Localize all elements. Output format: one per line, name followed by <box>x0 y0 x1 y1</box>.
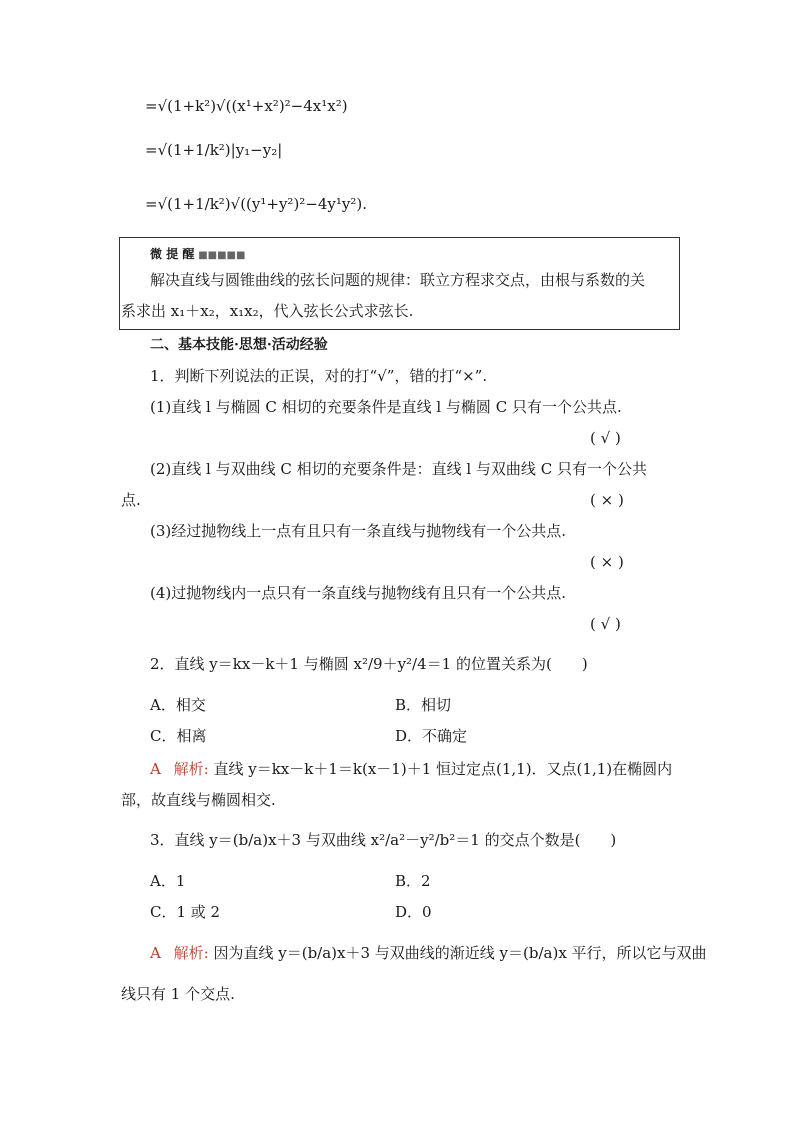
q2-option-d: D．不确定 <box>395 727 468 745</box>
math-line-3 <box>145 194 367 214</box>
q3-analysis-text-1: 因为直线 y＝(b/a)x＋3 与双曲线的渐近线 y＝(b/a)x 平行，所以它与双曲 <box>213 944 707 962</box>
q3-option-c: C．1 或 2 <box>150 903 221 921</box>
tip-title-text: 微 提 醒 <box>150 247 195 261</box>
math-line-3-text: =√(1+1/k²)√((y¹+y²)²−4y¹y²). <box>145 195 368 213</box>
tip-text-1: 解决直线与圆锥曲线的弦长问题的规律：联立方程求交点，由根与系数的关 <box>150 271 646 289</box>
q3-analysis-1 <box>150 943 707 963</box>
q1-item-4: (4)过抛物线内一点只有一条直线与抛物线有且只有一个公共点. <box>150 584 567 602</box>
q2-option-a: A．相交 <box>150 696 206 714</box>
tip-title <box>150 244 245 266</box>
tip-marks: ■■■■■ <box>198 250 246 261</box>
q3-option-d: D．0 <box>395 903 432 921</box>
q1-item-2: (2)直线 l 与双曲线 C 相切的充要条件是：直线 l 与双曲线 C 只有一个公共 <box>150 460 647 478</box>
q2-analysis-text-1: 直线 y＝kx－k＋1＝k(x－1)＋1 恒过定点(1,1)．又点(1,1)在椭圆内 <box>213 760 673 778</box>
math-line-2-text: =√(1+1/k²)|y₁−y₂| <box>145 141 283 159</box>
math-line-2 <box>145 140 282 160</box>
math-line-1-text: =√(1+k²)√((x¹+x²)²−4x¹x²) <box>145 97 348 115</box>
q2-analysis-2: 部，故直线与椭圆相交. <box>121 791 276 809</box>
q3-stem: 3．直线 y＝(b/a)x＋3 与双曲线 x²/a²－y²/b²＝1 的交点个数是( ) <box>150 831 617 849</box>
q2-analysis-label: 解析: <box>173 760 209 778</box>
q3-option-a: A．1 <box>150 872 186 890</box>
q3-option-b: B．2 <box>395 872 431 890</box>
q2-analysis-1 <box>150 759 672 779</box>
q2-answer: A <box>150 760 161 778</box>
q3-analysis-label: 解析: <box>173 944 209 962</box>
q1-item-2-mark: ( × ) <box>590 491 624 509</box>
q2-option-c: C．相离 <box>150 727 207 745</box>
q1-item-3: (3)经过抛物线上一点有且只有一条直线与抛物线有一个公共点. <box>150 522 567 540</box>
tip-text-2: 系求出 x₁＋x₂，x₁x₂，代入弦长公式求弦长. <box>121 302 414 320</box>
q1-item-2-cont: 点. <box>121 491 141 509</box>
math-line-1 <box>145 96 348 116</box>
q2-stem: 2．直线 y＝kx－k＋1 与椭圆 x²/9＋y²/4＝1 的位置关系为( ) <box>150 655 588 673</box>
q1-item-1-mark: ( √ ) <box>590 429 621 447</box>
section-heading: 二、基本技能·思想·活动经验 <box>150 337 328 353</box>
q1-item-3-mark: ( × ) <box>590 553 624 571</box>
q2-option-b: B．相切 <box>395 696 452 714</box>
q1-stem: 1．判断下列说法的正误，对的打“√”，错的打“×”. <box>150 367 488 385</box>
q3-answer: A <box>150 944 161 962</box>
q3-analysis-2: 线只有 1 个交点. <box>121 985 235 1003</box>
q1-item-4-mark: ( √ ) <box>590 615 621 633</box>
q1-item-1: (1)直线 l 与椭圆 C 相切的充要条件是直线 l 与椭圆 C 只有一个公共点. <box>150 398 622 416</box>
